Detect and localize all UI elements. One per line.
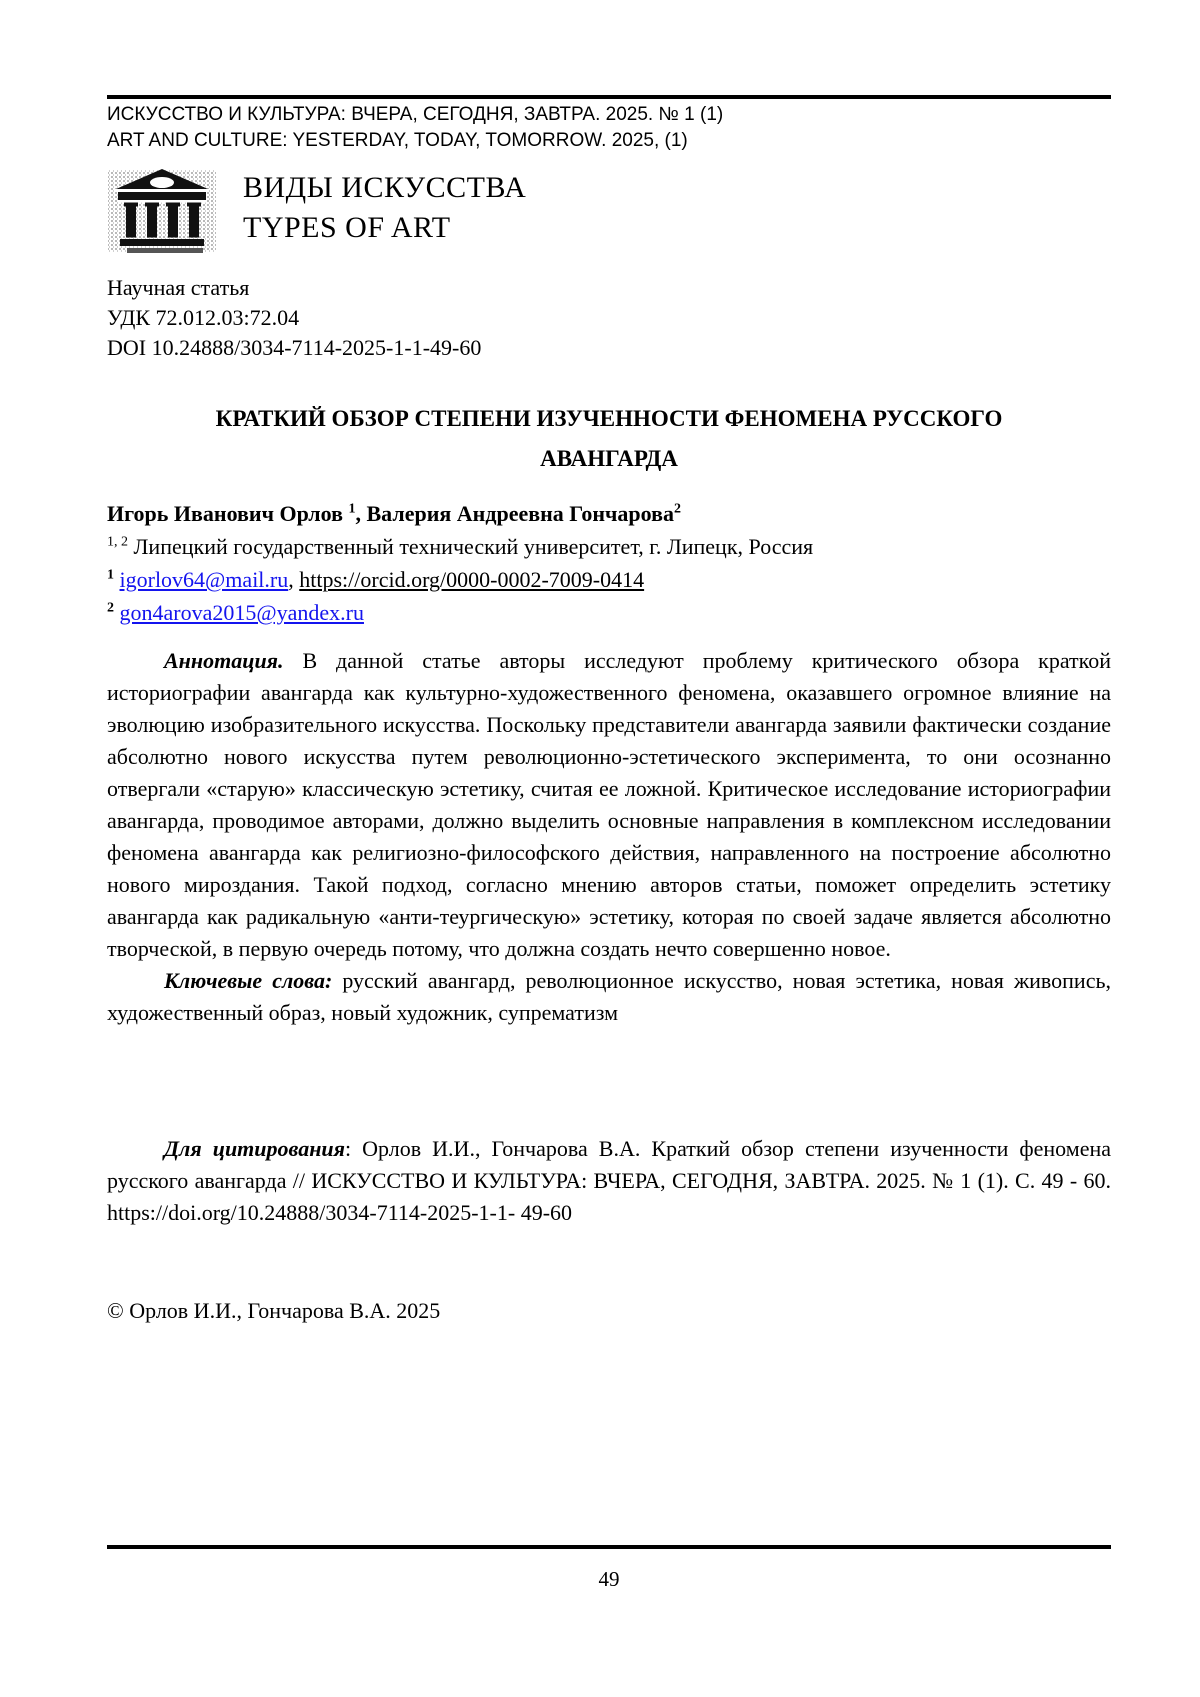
author-2-email-link[interactable]: gon4arova2015@yandex.ru	[119, 600, 364, 625]
journal-title-ru: ИСКУССТВО И КУЛЬТУРА: ВЧЕРА, СЕГОДНЯ, ЗАВТРА. 2025. № 1 (1)	[107, 104, 724, 125]
section-name-ru: ВИДЫ ИСКУССТВА	[243, 170, 527, 204]
affiliation-text: Липецкий государственный технический университет, г. Липецк, Россия	[128, 534, 814, 559]
authors-block	[107, 497, 1111, 629]
journal-title-en: ART AND CULTURE: YESTERDAY, TODAY, TOMORROW. 2025, (1)	[107, 130, 688, 151]
authors-line	[107, 497, 1111, 530]
contact-line-2	[107, 596, 1111, 629]
top-rule	[107, 95, 1111, 99]
contact-line-1	[107, 563, 1111, 596]
abstract-text: В данной статье авторы исследуют проблему критического обзора краткой историографии авангарда как культурно-художественного феномена, оказавшего огромное влияние на эволюцию изобразительного искусства. Поскольку представители авангарда заявили фактически создание абсолютно нового искусства путем революционно-эстетического эксперимента, то они осознанно отвергали «старую» классическую эстетику, считая ее ложной. Критическое исследование историографии авангарда, проводимое авторами, должно выделить основные направления в комплексном исследовании феномена авангарда как религиозно-философского действия, направленного на построение абсолютно нового мироздания. Такой подход, согласно мнению авторов статьи, поможет определить эстетику авангарда как радикальную «анти-теургическую» эстетику, которая по своей задаче является абсолютно творческой, в первую очередь потому, что должна создать нечто совершенно новое.	[107, 648, 1111, 961]
citation-block	[107, 1133, 1111, 1229]
journal-header	[107, 102, 1111, 154]
author-2-sup: 2	[674, 501, 682, 517]
contact-1-sup: 1	[107, 567, 114, 583]
article-meta	[107, 273, 481, 363]
authors-separator: ,	[355, 501, 367, 526]
citation-text: : Орлов И.И., Гончарова В.А. Краткий обзор степени изученности феномена русского авангарда // ИСКУССТВО И КУЛЬТУРА: ВЧЕРА, СЕГОДНЯ, ЗАВТРА. 2025. № 1 (1). С. 49 - 60. https://doi.org/10.24888/3034-7114-2025-1-1- 49-60	[107, 1136, 1111, 1225]
copyright-line: © Орлов И.И., Гончарова В.А. 2025	[107, 1298, 441, 1323]
page-number: 49	[598, 1567, 620, 1591]
author-1-name: Игорь Иванович Орлов	[107, 501, 349, 526]
section-name-en: TYPES OF ART	[243, 210, 451, 244]
article-title-line1: КРАТКИЙ ОБЗОР СТЕПЕНИ ИЗУЧЕННОСТИ ФЕНОМЕНА РУССКОГО	[215, 406, 1003, 431]
affiliation-sup: 1, 2	[107, 534, 128, 550]
article-type: Научная статья	[107, 275, 250, 300]
affiliation-line	[107, 530, 1111, 563]
keywords-paragraph	[107, 965, 1111, 1029]
keywords-label: Ключевые слова:	[164, 968, 333, 993]
abstract-and-keywords	[107, 645, 1111, 1029]
contact-2-sup: 2	[107, 600, 114, 616]
article-title-line2: АВАНГАРДА	[540, 446, 678, 471]
keywords-text: русский авангард, революционное искусство, новая эстетика, новая живопись, художественный образ, новый художник, супрематизм	[107, 968, 1112, 1025]
author-1-orcid-link[interactable]: https://orcid.org/0000-0002-7009-0414	[299, 567, 645, 592]
bottom-rule	[107, 1545, 1111, 1549]
section-names	[243, 168, 526, 248]
author-2-name: Валерия Андреевна Гончарова	[366, 501, 675, 526]
udc-code: УДК 72.012.03:72.04	[107, 305, 300, 330]
author-1-email-link[interactable]: igorlov64@mail.ru	[119, 567, 289, 592]
article-title	[107, 399, 1111, 479]
author-1-sup: 1	[348, 501, 356, 517]
doi-code: DOI 10.24888/3034-7114-2025-1-1-49-60	[107, 335, 482, 360]
contact-1-separator: ,	[288, 567, 300, 592]
citation-paragraph	[107, 1133, 1111, 1229]
section-brand	[107, 160, 526, 255]
abstract-label: Аннотация.	[164, 648, 284, 673]
citation-label: Для цитирования	[164, 1136, 345, 1161]
abstract-paragraph	[107, 645, 1111, 965]
classical-building-icon	[107, 160, 217, 255]
